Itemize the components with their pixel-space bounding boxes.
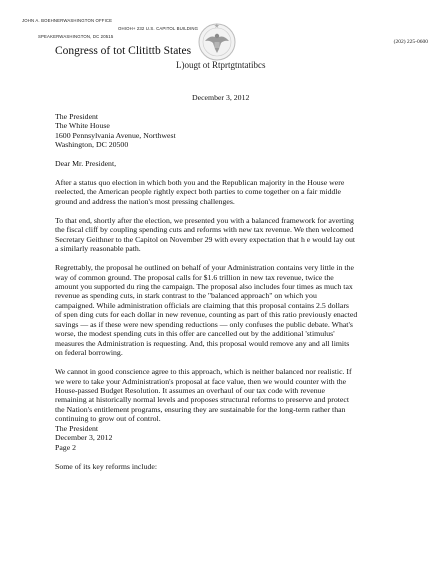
text-line: measures the Administration is requesting. And, this proposal would remove any and all limits	[55, 338, 350, 348]
text-line: revenue as spending cuts, in stark contrast to the "balanced approach" on which you	[55, 291, 317, 301]
city-address: SPEAKERWASHINGTON, DC 20515	[38, 34, 114, 39]
house-heading: L)ougt ot Rtprtgtntatibcs	[176, 60, 266, 70]
text-line: of spen ding cuts for each dollar in new revenue, counting as part of this ratio previously enacted	[55, 310, 358, 320]
eagle-seal-icon	[197, 22, 237, 62]
recipient-block	[55, 112, 407, 150]
office-name: JOHN A. BOEHNERWASHINGTON OFFICE	[22, 18, 113, 23]
letter-body	[55, 93, 407, 471]
text-line: a similarly reasonable path.	[55, 244, 141, 254]
text-line: on federal borrowing.	[55, 348, 123, 358]
paragraph-2	[55, 216, 407, 254]
header-line: Page 2	[55, 442, 77, 452]
salutation: Dear Mr. President,	[55, 159, 117, 169]
recipient-line: 1600 Pennsylvania Avenue, Northwest	[55, 130, 176, 140]
header-line: December 3, 2012	[55, 433, 113, 443]
text-line: the fiscal cliff by coupling spending cuts and reforms with new tax revenue. We then welcomed	[55, 225, 354, 235]
text-line: worse, the modest spending cuts in this offer are cancelled out by the additional 'stimulus'	[55, 329, 335, 339]
letter-date: December 3, 2012	[192, 93, 250, 102]
key-reforms-line: Some of its key reforms include:	[55, 461, 157, 471]
text-line: reelected, the American people rightly expect both parties to come together on a fair middle	[55, 187, 341, 197]
text-line: To that end, shortly after the election, we presented you with a balanced framework for averting	[55, 215, 354, 225]
header-line: The President	[55, 423, 99, 433]
congress-heading: Congress of tot Clitittb States	[55, 45, 192, 57]
paragraph-3	[55, 263, 407, 358]
phone-number: (202) 225-0600	[393, 39, 428, 45]
text-line: we were to take your Administration's proposal at face value, then we would counter with the	[55, 376, 347, 386]
paragraph-4	[55, 367, 407, 424]
text-line: Secretary Geithner to the Capitol on November 29 with every expectation that h e would lay out	[55, 234, 356, 244]
text-line: the Nation's entitlement programs, ensuring they are sustainable for the long-term rather than	[55, 404, 346, 414]
text-line: After a status quo election in which both you and the Republican majority in the House were	[55, 178, 345, 188]
text-line: remaining at historically normal levels and proposes structural reforms to preserve and protect	[55, 395, 350, 405]
building-address: OHIOH+ 232 U.S. CAPITOL BUILDING	[118, 26, 199, 31]
recipient-line: The President	[55, 111, 99, 121]
text-line: We cannot in good conscience agree to this approach, which is neither balanced nor realistic. If	[55, 367, 352, 377]
text-line: savings — as if these were new spending reductions — only confuses the public debate. What's	[55, 319, 353, 329]
recipient-line: Washington, DC 20500	[55, 140, 129, 150]
text-line: ground and address the nation's most pressing challenges.	[55, 196, 235, 206]
text-line: Regrettably, the proposal he outlined on behalf of your Administration contains very little in the	[55, 263, 354, 273]
text-line: campaigned. While administration officials are claiming that this proposal contains 2.5 dollars	[55, 300, 349, 310]
recipient-line: The White House	[55, 121, 110, 131]
text-line: House-passed Budget Resolution. It assumes an overhaul of our tax code with revenue	[55, 385, 326, 395]
page-2-header	[55, 424, 407, 452]
text-line: continuing to grow out of control.	[55, 414, 161, 424]
text-line: amount you supported du ring the campaign. The proposal also includes four times as much tax	[55, 281, 353, 291]
paragraph-1	[55, 178, 407, 206]
text-line: way of common ground. The proposal calls for $1.6 trillion in new tax revenue, twice the	[55, 272, 334, 282]
